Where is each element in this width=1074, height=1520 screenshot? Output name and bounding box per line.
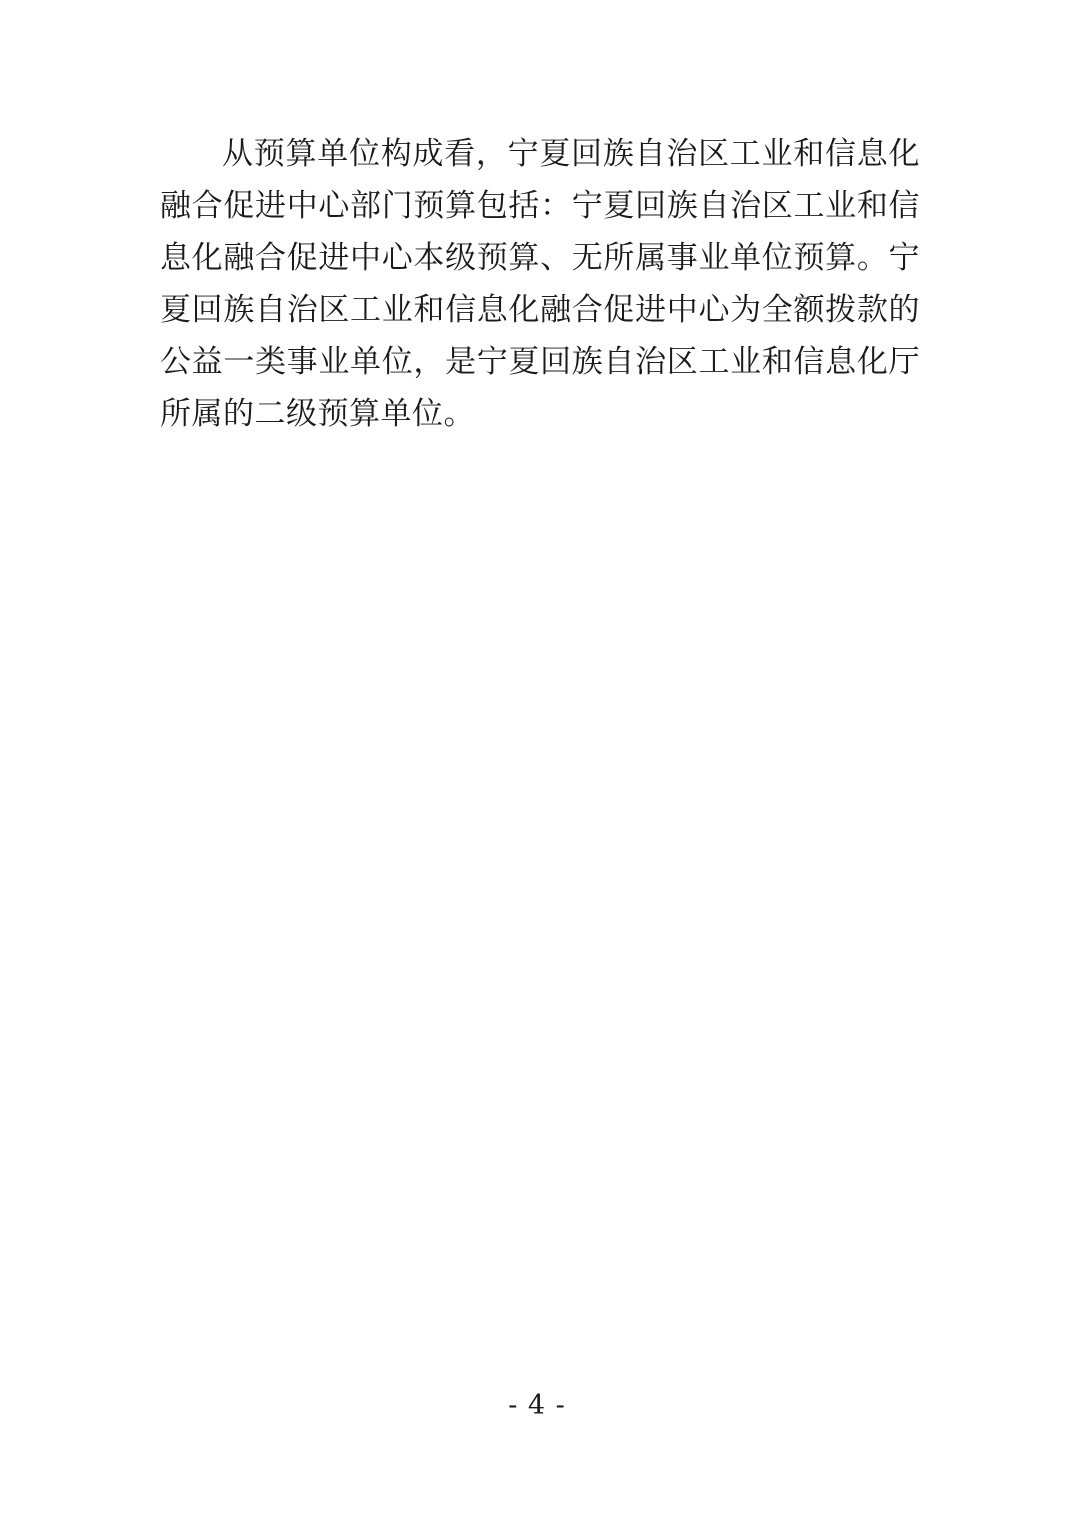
paragraph-budget-unit-composition: 从预算单位构成看，宁夏回族自治区工业和信息化融合促进中心部门预算包括：宁夏回族自治区工业和信息化融合促进中心本级预算、无所属事业单位预算。宁夏回族自治区工业和信息化融合促进中心为全额拨款的公益一类事业单位，是宁夏回族自治区工业和信息化厅所属的二级预算单位。 (160, 136, 920, 432)
document-body (160, 128, 920, 440)
page-number-footer: - 4 - (508, 1390, 566, 1421)
